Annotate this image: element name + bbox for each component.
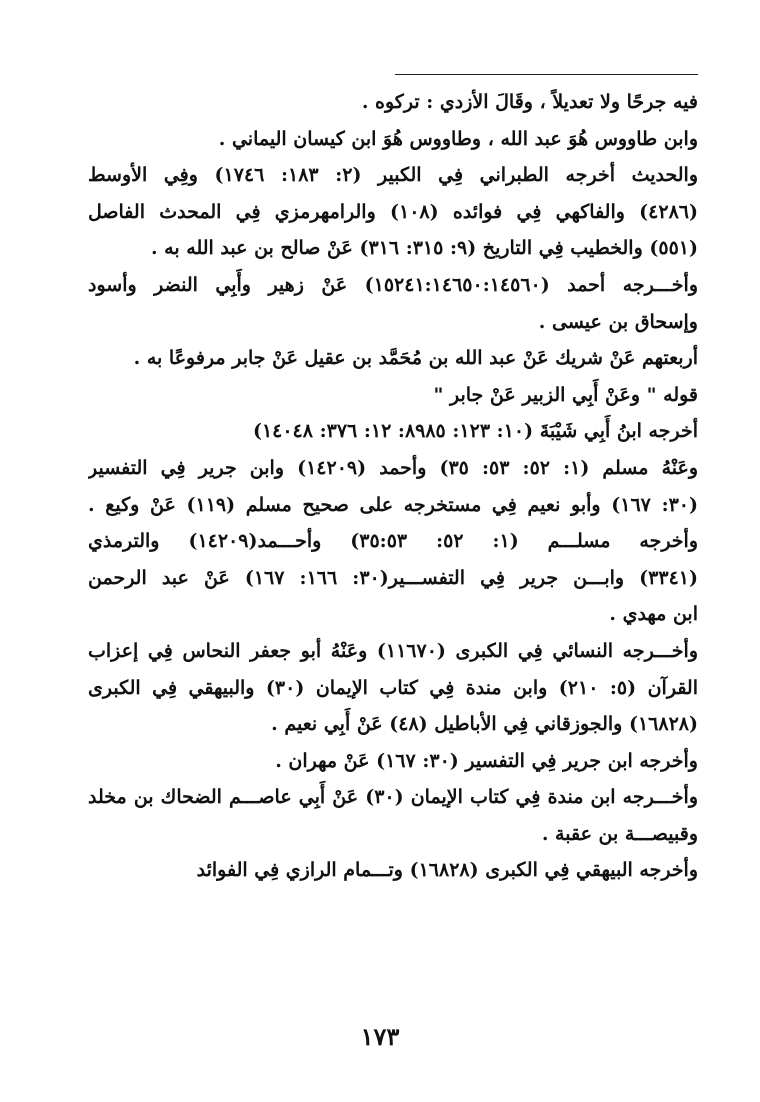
text-line: أخرجه ابنُ أَبِي شَيْبَةَ (١٠: ١٢٣: ٨٩٨٥: ١٢: ٣٧٦: ١٤٠٤٨) (252, 420, 698, 443)
text-line: وأخـــرجه النسائي فِي الكبرى (١١٦٧٠) وعَنْهُ أبو جعفر النحاس فِي إعزاب (88, 639, 698, 662)
text-line: ابن مهدي . (609, 603, 698, 626)
text-line: أربعتهم عَنْ شريك عَنْ عبد الله بن مُحَمَّد بن عقيل عَنْ جابر مرفوعًا به . (133, 347, 698, 370)
text-line: وأخـــرجه ابن مندة فِي كتاب الإيمان (٣٠) عَنْ أَبِي عاصـــم الضحاك بن مخلد (88, 786, 698, 809)
text-line: وعَنْهُ مسلم (١: ٥٢: ٥٣: ٣٥) وأحمد (١٤٢٠٩) وابن جرير فِي التفسير (88, 456, 698, 479)
text-line: (٤٢٨٦) والفاكهي فِي فوائده (١٠٨) والرامهرمزي فِي المحدث الفاصل (88, 200, 698, 223)
text-line: وأخرجه البيهقي فِي الكبرى (١٦٨٢٨) وتـــمام الرازي فِي الفوائد (196, 859, 698, 882)
text-line: وقبيصـــة بن عقبة . (541, 822, 698, 845)
text-line: والحديث أخرجه الطبراني فِي الكبير (٢: ١٨٣: ١٧٤٦) وفِي الأوسط (88, 164, 698, 187)
footnote-separator-rule (395, 74, 698, 75)
text-line: (٥٥١) والخطيب فِي التاريخ (٩: ٣١٥: ٣١٦) عَنْ صالح بن عبد الله به . (150, 237, 698, 260)
footnote-text-block (88, 84, 698, 889)
page-number: ١٧٣ (360, 1022, 400, 1051)
text-line: وابن طاووس هُوَ عبد الله ، وطاووس هُوَ ابن كيسان اليماني . (218, 127, 698, 150)
text-line: (٣٠: ١٦٧) وأبو نعيم فِي مستخرجه على صحيح مسلم (١١٩) عَنْ وكيع . (88, 493, 698, 516)
text-line: وأخرجه ابن جرير فِي التفسير (٣٠: ١٦٧) عَنْ مهران . (275, 749, 698, 772)
text-line: فيه جرحًا ولا تعديلاً ، وقَالَ الأزدي : تركوه . (361, 91, 698, 113)
text-line: القرآن (٥: ٢١٠) وابن مندة فِي كتاب الإيمان (٣٠) والبيهقي فِي الكبرى (88, 676, 698, 699)
text-line: (٣٣٤١) وابـــن جرير فِي التفســـير(٣٠: ١٦٦: ١٦٧) عَنْ عبد الرحمن (88, 566, 698, 589)
text-line: قوله " وعَنْ أَبِي الزبير عَنْ جابر " (433, 383, 698, 406)
text-line: وأخرجه مسلـــم (١: ٥٢: ٣٥:٥٣) وأحـــمد(١٤٢٠٩) والترمذي (88, 530, 698, 553)
text-line: وإسحاق بن عيسى . (538, 310, 698, 333)
text-line: (١٦٨٢٨) والجوزقاني فِي الأباطيل (٤٨) عَنْ أَبِي نعيم . (271, 713, 698, 736)
text-line: وأخـــرجه أحمد (١٥٢٤١:١٤٦٥٠:١٤٥٦٠) عَنْ زهير وأَبِي النضر وأسود (88, 273, 698, 296)
